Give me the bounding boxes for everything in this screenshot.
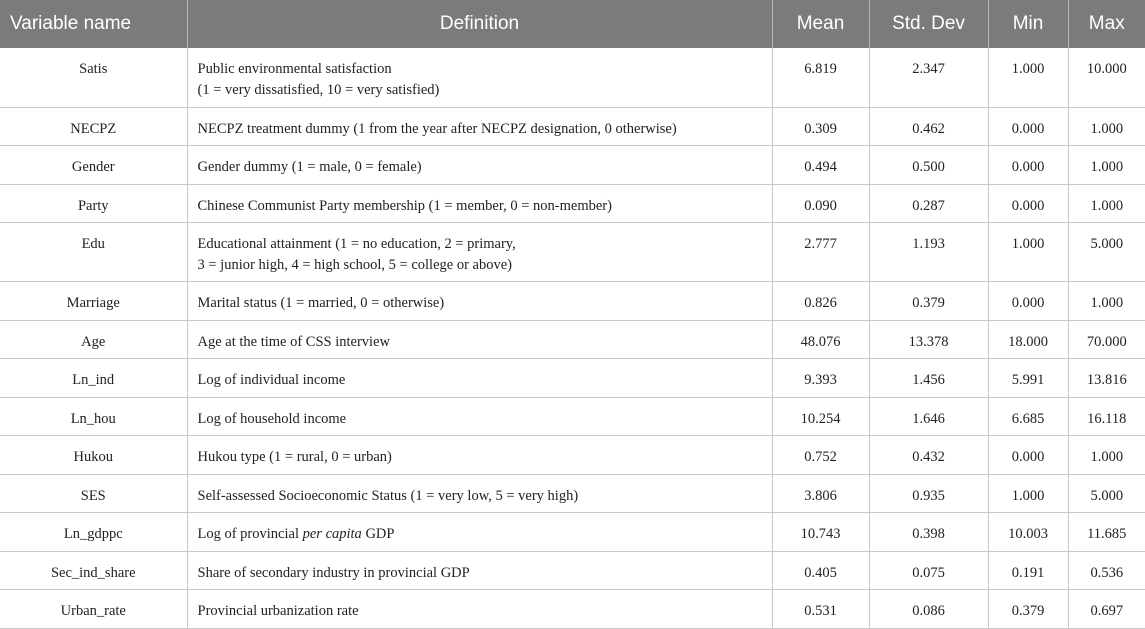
variable-name-cell: SES — [0, 474, 187, 513]
definition-line: NECPZ treatment dummy (1 from the year after NECPZ designation, 0 otherwise) — [197, 120, 677, 137]
table-row — [0, 474, 1145, 513]
min-cell: 6.685 — [988, 397, 1068, 436]
std-dev-cell: 0.075 — [869, 551, 988, 590]
header-definition: Definition — [187, 0, 772, 48]
std-dev-cell: 0.432 — [869, 436, 988, 475]
min-cell: 1.000 — [988, 474, 1068, 513]
std-dev-cell: 1.193 — [869, 223, 988, 282]
definition-line: Share of secondary industry in provincial GDP — [197, 564, 470, 581]
header-mean: Mean — [772, 0, 869, 48]
mean-cell: 3.806 — [772, 474, 869, 513]
table-row — [0, 397, 1145, 436]
table-row — [0, 359, 1145, 398]
max-cell: 0.697 — [1068, 590, 1145, 629]
definition-line: Marital status (1 = married, 0 = otherwise) — [197, 295, 445, 311]
std-dev-cell: 1.456 — [869, 359, 988, 398]
definition-cell — [187, 107, 772, 146]
mean-cell: 48.076 — [772, 320, 869, 359]
definition-cell — [187, 551, 772, 590]
definition-line: Self-assessed Socioeconomic Status (1 = very low, 5 = very high) — [197, 487, 579, 504]
mean-cell: 0.531 — [772, 590, 869, 629]
std-dev-cell: 1.646 — [869, 397, 988, 436]
definition-line: Chinese Communist Party membership (1 = member, 0 = non-member) — [197, 197, 612, 214]
max-cell: 11.685 — [1068, 513, 1145, 552]
std-dev-cell: 0.935 — [869, 474, 988, 513]
min-cell: 1.000 — [988, 48, 1068, 107]
mean-cell: 0.752 — [772, 436, 869, 475]
header-std-dev: Std. Dev — [869, 0, 988, 48]
mean-cell: 0.405 — [772, 551, 869, 590]
min-cell: 18.000 — [988, 320, 1068, 359]
definition-cell — [187, 184, 772, 223]
variable-name-cell: Ln_hou — [0, 397, 187, 436]
mean-cell: 10.743 — [772, 513, 869, 552]
table-row — [0, 590, 1145, 629]
std-dev-cell: 13.378 — [869, 320, 988, 359]
std-dev-cell: 0.086 — [869, 590, 988, 629]
min-cell: 0.000 — [988, 436, 1068, 475]
min-cell: 0.000 — [988, 107, 1068, 146]
definition-text: GDP — [361, 526, 395, 542]
variable-name-cell: Urban_rate — [0, 590, 187, 629]
min-cell: 0.000 — [988, 282, 1068, 321]
header-min: Min — [988, 0, 1068, 48]
table-row — [0, 107, 1145, 146]
definition-line: Public environmental satisfaction — [197, 61, 392, 77]
definition-cell — [187, 397, 772, 436]
max-cell: 10.000 — [1068, 48, 1145, 107]
std-dev-cell: 0.287 — [869, 184, 988, 223]
definition-text: Log of provincial — [197, 526, 303, 542]
header-max: Max — [1068, 0, 1145, 48]
definition-line: (1 = very dissatisfied, 10 = very satisfied) — [197, 82, 440, 98]
mean-cell: 0.494 — [772, 146, 869, 185]
std-dev-cell: 2.347 — [869, 48, 988, 107]
table-row — [0, 436, 1145, 475]
mean-cell: 0.090 — [772, 184, 869, 223]
definition-line: Educational attainment (1 = no education, 2 = primary, — [197, 236, 516, 252]
min-cell: 0.191 — [988, 551, 1068, 590]
max-cell: 1.000 — [1068, 184, 1145, 223]
table-row — [0, 146, 1145, 185]
definition-line: 3 = junior high, 4 = high school, 5 = college or above) — [197, 257, 512, 273]
max-cell: 1.000 — [1068, 282, 1145, 321]
table-row — [0, 551, 1145, 590]
definition-cell — [187, 590, 772, 629]
min-cell: 0.000 — [988, 184, 1068, 223]
min-cell: 1.000 — [988, 223, 1068, 282]
definition-line: Log of household income — [197, 410, 347, 427]
max-cell: 5.000 — [1068, 223, 1145, 282]
min-cell: 5.991 — [988, 359, 1068, 398]
variable-name-cell: Hukou — [0, 436, 187, 475]
variable-name-cell: Age — [0, 320, 187, 359]
mean-cell: 9.393 — [772, 359, 869, 398]
mean-cell: 10.254 — [772, 397, 869, 436]
max-cell: 0.536 — [1068, 551, 1145, 590]
mean-cell: 0.826 — [772, 282, 869, 321]
mean-cell: 2.777 — [772, 223, 869, 282]
min-cell: 10.003 — [988, 513, 1068, 552]
table-row — [0, 48, 1145, 107]
variable-name-cell: Edu — [0, 223, 187, 282]
definition-cell — [187, 282, 772, 321]
std-dev-cell: 0.398 — [869, 513, 988, 552]
variable-name-cell: Gender — [0, 146, 187, 185]
min-cell: 0.379 — [988, 590, 1068, 629]
variable-name-cell: NECPZ — [0, 107, 187, 146]
definition-cell — [187, 48, 772, 107]
min-cell: 0.000 — [988, 146, 1068, 185]
max-cell: 70.000 — [1068, 320, 1145, 359]
definition-cell — [187, 359, 772, 398]
definition-line: Gender dummy (1 = male, 0 = female) — [197, 159, 422, 175]
definition-cell — [187, 320, 772, 359]
variable-name-cell: Ln_gdppc — [0, 513, 187, 552]
variable-name-cell: Sec_ind_share — [0, 551, 187, 590]
table-row — [0, 184, 1145, 223]
table-row — [0, 513, 1145, 552]
table-row — [0, 282, 1145, 321]
header-variable-name: Variable name — [0, 0, 187, 48]
max-cell: 1.000 — [1068, 436, 1145, 475]
variable-name-cell: Ln_ind — [0, 359, 187, 398]
definition-line: Provincial urbanization rate — [197, 603, 359, 619]
table-row — [0, 320, 1145, 359]
definition-cell — [187, 474, 772, 513]
max-cell: 1.000 — [1068, 107, 1145, 146]
definition-line: Age at the time of CSS interview — [197, 333, 390, 350]
definition-italic-text: per capita — [302, 526, 362, 542]
max-cell: 5.000 — [1068, 474, 1145, 513]
mean-cell: 6.819 — [772, 48, 869, 107]
variable-name-cell: Satis — [0, 48, 187, 107]
variable-name-cell: Marriage — [0, 282, 187, 321]
std-dev-cell: 0.500 — [869, 146, 988, 185]
definition-cell — [187, 223, 772, 282]
definition-cell — [187, 436, 772, 475]
definition-line — [198, 524, 762, 545]
mean-cell: 0.309 — [772, 107, 869, 146]
definition-line: Log of individual income — [197, 372, 346, 388]
max-cell: 16.118 — [1068, 397, 1145, 436]
definition-cell — [187, 513, 772, 552]
variable-name-cell: Party — [0, 184, 187, 223]
std-dev-cell: 0.379 — [869, 282, 988, 321]
header-row — [0, 0, 1145, 48]
max-cell: 13.816 — [1068, 359, 1145, 398]
std-dev-cell: 0.462 — [869, 107, 988, 146]
definition-line: Hukou type (1 = rural, 0 = urban) — [197, 449, 392, 465]
definition-cell — [187, 146, 772, 185]
max-cell: 1.000 — [1068, 146, 1145, 185]
table-row — [0, 223, 1145, 282]
